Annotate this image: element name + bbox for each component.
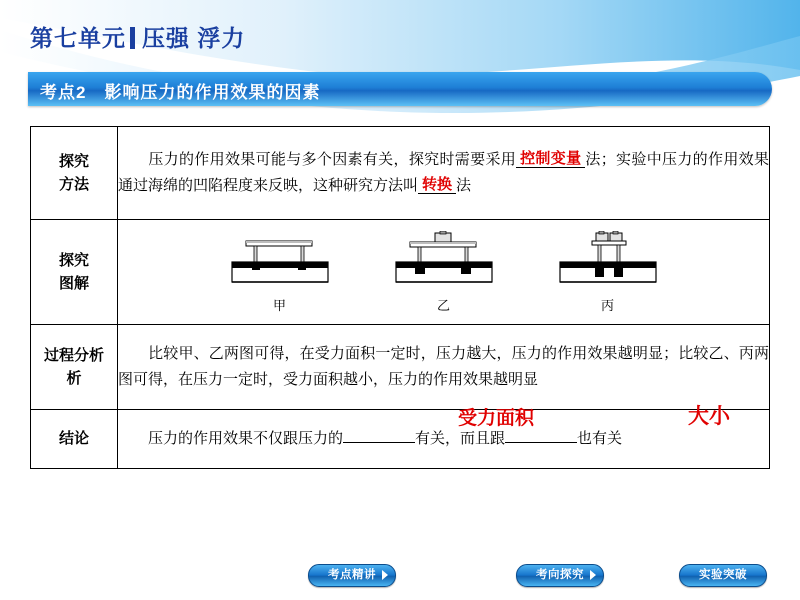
figure-bing <box>544 231 672 317</box>
button-kaodian-jiangjie[interactable] <box>308 564 396 587</box>
unit-subtitle: 压强 浮力 <box>142 25 246 51</box>
diagram-jia <box>216 231 344 293</box>
play-arrow-icon <box>382 570 388 580</box>
conclusion-annotation-area: 受力面积 <box>458 408 535 430</box>
button-shiyan-tupo[interactable] <box>679 564 767 587</box>
page-title <box>30 20 245 53</box>
figure-yi <box>380 231 508 317</box>
unit-number: 第七单元 <box>30 25 126 51</box>
section-header-bar <box>28 72 772 106</box>
row-label-diagram: 探究 图解 <box>31 220 118 325</box>
row-label-analysis: 过程分析 析 <box>31 325 118 410</box>
button-shiyan-tupo-label: 实验突破 <box>699 569 747 581</box>
play-arrow-icon <box>590 570 596 580</box>
figure-group <box>118 227 769 317</box>
button-kaodian-jiangjie-label: 考点精讲 <box>328 569 376 581</box>
button-kaoxiang-tanjiu-label: 考向探究 <box>536 569 584 581</box>
title-divider <box>130 27 135 49</box>
diagram-yi <box>380 231 508 293</box>
method-answer-2: 转换 <box>418 176 456 194</box>
footer-button-bar <box>0 564 800 590</box>
content-table <box>30 126 770 469</box>
figure-caption-jia: 甲 <box>272 297 286 313</box>
analysis-text: 比较甲、乙两图可得，在受力面积一定时，压力越大，压力的作用效果越明显；比较乙、丙两图可得，在压力一定时，受力面积越小，压力的作用效果越明显 <box>118 345 769 388</box>
row-content-conclusion <box>118 405 770 469</box>
button-kaoxiang-tanjiu[interactable] <box>516 564 604 587</box>
table-row <box>31 127 770 220</box>
row-label-method: 探究 方法 <box>31 127 118 220</box>
method-text-2: 法；实验中压力的作用效果通过海绵的凹陷程度来反映，这种研究方法叫 <box>118 151 769 194</box>
figure-caption-yi: 乙 <box>436 297 450 313</box>
diagram-bing <box>544 231 672 293</box>
row-content-diagram <box>118 220 770 325</box>
table-row <box>31 325 770 410</box>
conclusion-blank-2 <box>505 442 577 443</box>
conclusion-text-after: 也有关 <box>577 430 623 448</box>
conclusion-text-before: 压力的作用效果不仅跟压力的 <box>148 430 344 448</box>
method-answer-1: 控制变量 <box>516 150 585 168</box>
conclusion-blank-1 <box>343 442 415 443</box>
figure-jia <box>216 231 344 317</box>
row-content-analysis <box>118 325 770 410</box>
table-row <box>31 410 770 469</box>
conclusion-wrapper <box>118 405 769 452</box>
method-text-3: 法 <box>456 177 472 194</box>
row-label-conclusion: 结论 <box>31 410 118 469</box>
section-header-label: 考点2 影响压力的作用效果的因素 <box>40 83 321 102</box>
conclusion-text-middle: 有关，而且跟 <box>415 430 506 448</box>
table-row <box>31 220 770 325</box>
row-content-method <box>118 127 770 220</box>
figure-caption-bing: 丙 <box>600 297 614 313</box>
conclusion-annotation-size: 大小 <box>688 405 730 429</box>
method-text-1: 压力的作用效果可能与多个因素有关，探究时需要采用 <box>148 151 517 169</box>
